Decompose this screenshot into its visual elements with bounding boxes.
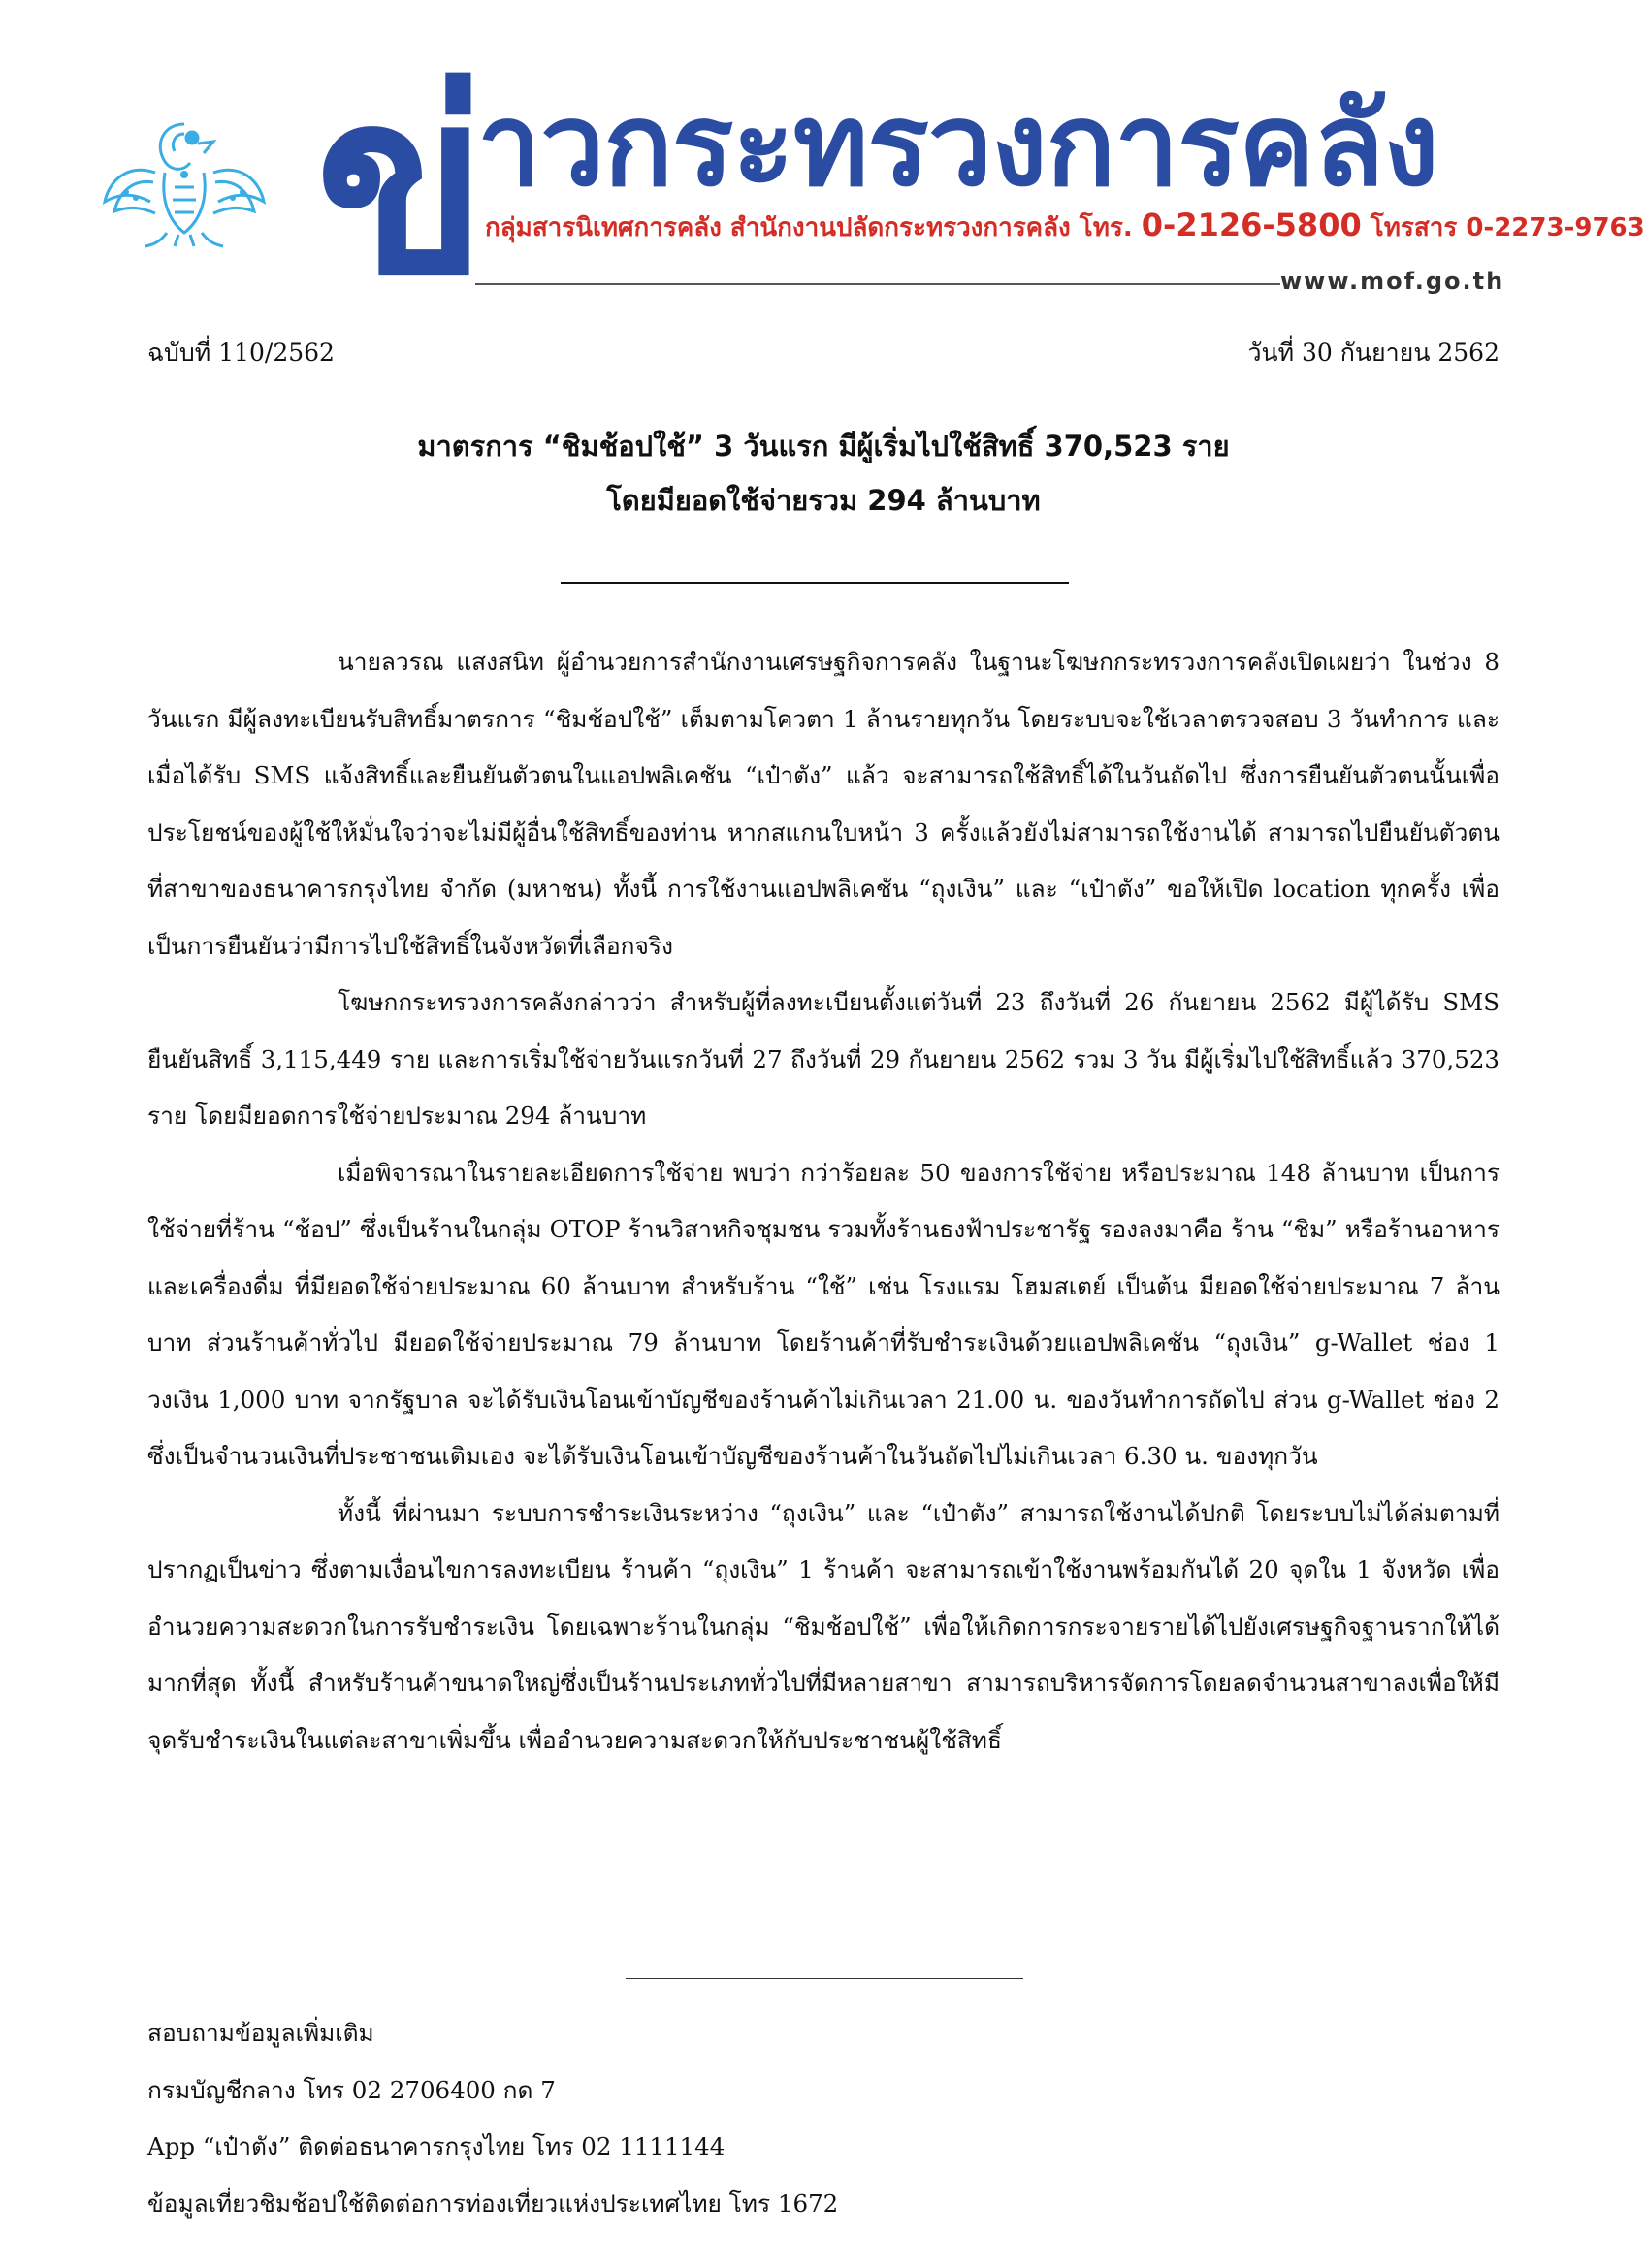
garuda-emblem-icon bbox=[97, 105, 272, 250]
headline-line-2: โดยมียอดใช้จ่ายรวม 294 ล้านบาท bbox=[606, 484, 1041, 517]
letterhead bbox=[0, 0, 1645, 332]
issue-row bbox=[147, 334, 1500, 372]
website-rule bbox=[475, 283, 1280, 285]
website-link[interactable]: www.mof.go.th bbox=[1280, 268, 1505, 295]
contact-line: กรมบัญชีกลาง โทร 02 2706400 กด 7 bbox=[147, 2075, 556, 2104]
contact-line: App “เป๋าตัง” ติดต่อธนาคารกรุงไทย โทร 02 1111144 bbox=[147, 2132, 726, 2160]
paragraph: โฆษกกระทรวงการคลังกล่าวว่า สำหรับผู้ที่ลงทะเบียนตั้งแต่วันที่ 23 ถึงวันที่ 26 กันยายน 2562 มีผู้ได้รับ SMS ยืนยันสิทธิ์ 3,115,449 ราย และการเริ่มใช้จ่ายวันแรกวันที่ 27 ถึงวันที่ 29 กันยายน 2562 รวม 3 วัน มีผู้เริ่มไปใช้สิทธิ์แล้ว 370,523 ราย โดยมียอดการใช้จ่ายประมาณ 294 ล้านบาท bbox=[147, 988, 1500, 1130]
paragraph: นายลวรณ แสงสนิท ผู้อำนวยการสำนักงานเศรษฐกิจการคลัง ในฐานะโฆษกกระทรวงการคลังเปิดเผยว่า ในช่วง 8 วันแรก มีผู้ลงทะเบียนรับสิทธิ์มาตรการ “ชิมช้อปใช้” เต็มตามโควตา 1 ล้านรายทุกวัน โดยระบบจะใช้เวลาตรวจสอบ 3 วันทำการ และเมื่อได้รับ SMS แจ้งสิทธิ์และยืนยันตัวตนในแอปพลิเคชัน “เป๋าตัง” แล้ว จะสามารถใช้สิทธิ์ได้ในวันถัดไป ซึ่งการยืนยันตัวตนนั้นเพื่อประโยชน์ของผู้ใช้ให้มั่นใจว่าจะไม่มีผู้อื่นใช้สิทธิ์ของท่าน หากสแกนใบหน้า 3 ครั้งแล้วยังไม่สามารถใช้งานได้ สามารถไปยืนยันตัวตนที่สาขาของธนาคารกรุงไทย จำกัด (มหาชน) ทั้งนี้ การใช้งานแอปพลิเคชัน “ถุงเงิน” และ “เป๋าตัง” ขอให้เปิด location ทุกครั้ง เพื่อเป็นการยืนยันว่ามีการไปใช้สิทธิ์ในจังหวัดที่เลือกจริง bbox=[147, 648, 1500, 960]
paragraph: ทั้งนี้ ที่ผ่านมา ระบบการชำระเงินระหว่าง “ถุงเงิน” และ “เป๋าตัง” สามารถใช้งานได้ปกติ โดยระบบไม่ได้ล่มตามที่ปรากฏเป็นข่าว ซึ่งตามเงื่อนไขการลงทะเบียน ร้านค้า “ถุงเงิน” 1 ร้านค้า จะสามารถเข้าใช้งานพร้อมกันได้ 20 จุดใน 1 จังหวัด เพื่ออำนวยความสะดวกในการรับชำระเงิน โดยเฉพาะร้านในกลุ่ม “ชิมช้อปใช้” เพื่อให้เกิดการกระจายรายได้ไปยังเศรษฐกิจฐานรากให้ได้มากที่สุด ทั้งนี้ สำหรับร้านค้าขนาดใหญ่ซึ่งเป็นร้านประเภททั่วไปที่มีหลายสาขา สามารถบริหารจัดการโดยลดจำนวนสาขาลงเพื่อให้มีจุดรับชำระเงินในแต่ละสาขาเพิ่มขึ้น เพื่ออำนวยความสะดวกให้กับประชาชนผู้ใช้สิทธิ์ bbox=[147, 1498, 1500, 1754]
contact-line: ข้อมูลเที่ยวชิมช้อปใช้ติดต่อการท่องเที่ยวแห่งประเทศไทย โทร 1672 bbox=[147, 2188, 839, 2218]
masthead-initial-glyph: ข่ bbox=[315, 39, 488, 332]
masthead-title: าวกระทรวงการคลัง bbox=[477, 78, 1438, 211]
footer-divider bbox=[626, 1978, 1023, 1979]
contact-bar bbox=[485, 204, 1645, 246]
contact-office: กลุ่มสารนิเทศการคลัง สำนักงานปลัดกระทรวงการคลัง โทร. bbox=[485, 213, 1133, 242]
article-body bbox=[147, 634, 1500, 1769]
contact-tel: 0-2126-5800 bbox=[1141, 207, 1362, 243]
paragraph: เมื่อพิจารณาในรายละเอียดการใช้จ่าย พบว่า กว่าร้อยละ 50 ของการใช้จ่าย หรือประมาณ 148 ล้านบาท เป็นการใช้จ่ายที่ร้าน “ช้อป” ซึ่งเป็นร้านในกลุ่ม OTOP ร้านวิสาหกิจชุมชน รวมทั้งร้านธงฟ้าประชารัฐ รองลงมาคือ ร้าน “ชิม” หรือร้านอาหารและเครื่องดื่ม ที่มียอดใช้จ่ายประมาณ 60 ล้านบาท สำหรับร้าน “ใช้” เช่น โรงแรม โฮมสเตย์ เป็นต้น มียอดใช้จ่ายประมาณ 7 ล้านบาท ส่วนร้านค้าทั่วไป มียอดใช้จ่ายประมาณ 79 ล้านบาท โดยร้านค้าที่รับชำระเงินด้วยแอปพลิเคชัน “ถุงเงิน” g-Wallet ช่อง 1 วงเงิน 1,000 บาท จากรัฐบาล จะได้รับเงินโอนเข้าบัญชีของร้านค้าไม่เกินเวลา 21.00 น. ของวันทำการถัดไป ส่วน g-Wallet ช่อง 2 ซึ่งเป็นจำนวนเงินที่ประชาชนเติมเอง จะได้รับเงินโอนเข้าบัญชีของร้านค้าในวันถัดไปไม่เกินเวลา 6.30 น. ของทุกวัน bbox=[147, 1158, 1500, 1470]
headline-line-1: มาตรการ “ชิมช้อปใช้” 3 วันแรก มีผู้เริ่มไปใช้สิทธิ์ 370,523 ราย bbox=[417, 430, 1230, 463]
issue-number: ฉบับที่ 110/2562 bbox=[147, 338, 335, 367]
headline-divider bbox=[561, 582, 1069, 584]
issue-date: วันที่ 30 กันยายน 2562 bbox=[1247, 338, 1500, 367]
masthead-initial bbox=[315, 39, 488, 332]
contact-info bbox=[147, 2005, 1500, 2232]
contact-fax: โทรสาร 0-2273-9763 bbox=[1370, 213, 1645, 242]
headline bbox=[147, 419, 1500, 527]
contact-heading: สอบถามข้อมูลเพิ่มเติม bbox=[147, 2019, 374, 2047]
